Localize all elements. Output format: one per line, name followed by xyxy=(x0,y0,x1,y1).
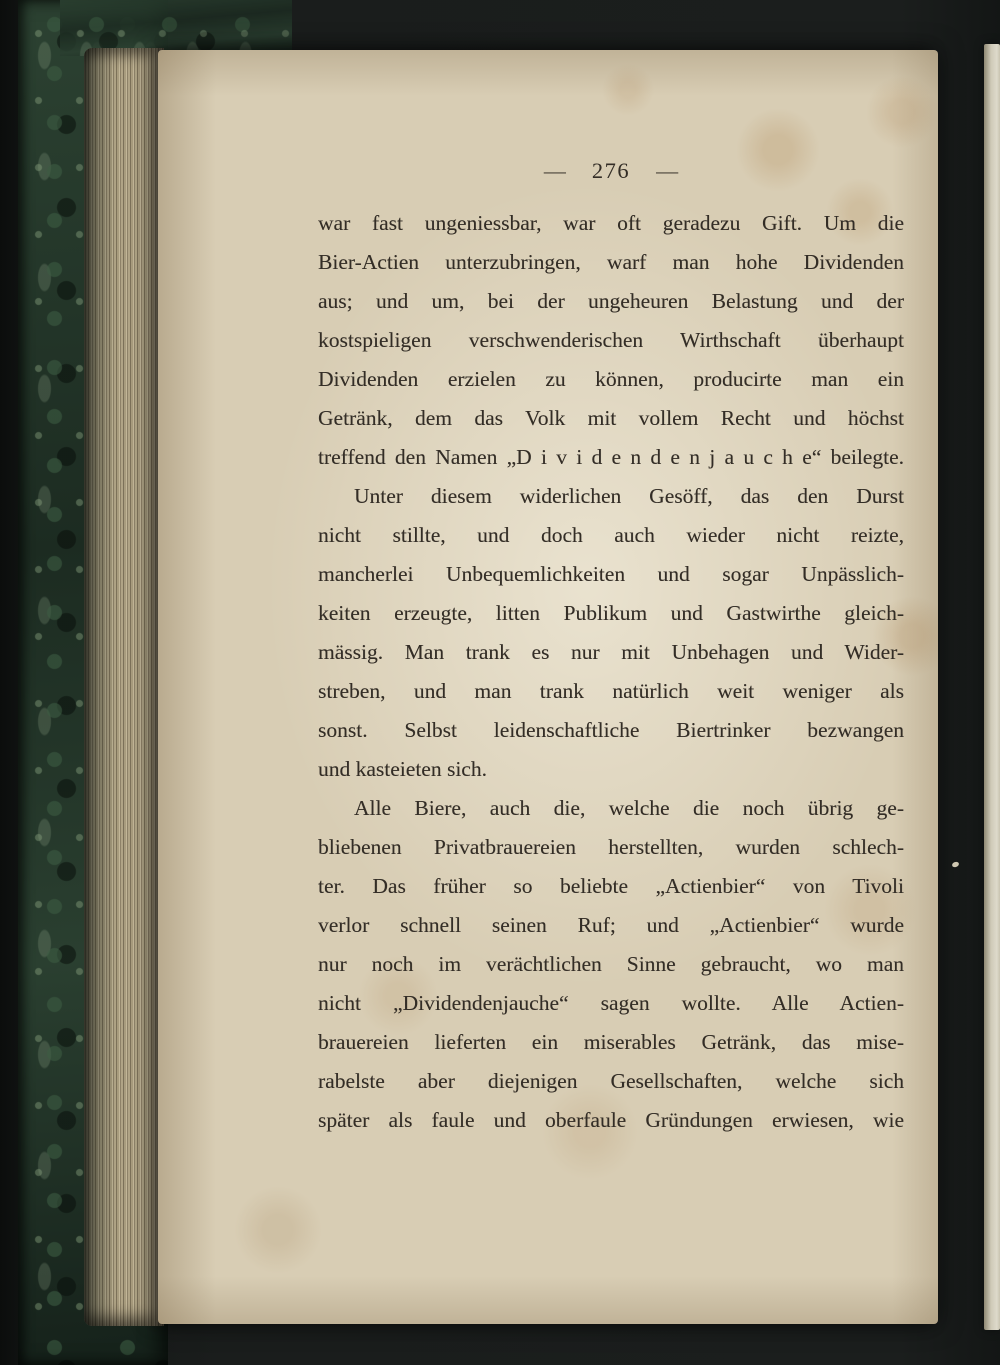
text-line: Getränk, dem das Volk mit vollem Recht und höchst xyxy=(318,406,904,430)
text-line: treffend den Namen „D i v i d e n d e n j a u c h e“ beilegte. xyxy=(318,445,904,469)
text-line: keiten erzeugte, litten Publikum und Gastwirthe gleich- xyxy=(318,601,904,625)
header-dash-left: — xyxy=(543,158,566,183)
body-text xyxy=(318,204,904,1140)
adjacent-page-fore-edge xyxy=(984,44,1000,1330)
text-line: verlor schnell seinen Ruf; und „Actienbier“ wurde xyxy=(318,913,904,937)
text-line: nicht „Dividendenjauche“ sagen wollte. Alle Actien- xyxy=(318,991,904,1015)
book-page xyxy=(158,50,938,1324)
text-line: bliebenen Privatbrauereien herstellten, wurden schlech- xyxy=(318,835,904,859)
page-stack-edges xyxy=(84,48,164,1326)
text-line: Alle Biere, auch die, welche die noch übrig ge- xyxy=(354,796,904,820)
text-line: nur noch im verächtlichen Sinne gebraucht, wo man xyxy=(318,952,904,976)
text-line: Bier-Actien unterzubringen, warf man hohe Dividenden xyxy=(318,250,904,274)
text-line: später als faule und oberfaule Gründungen erwiesen, wie xyxy=(318,1108,904,1132)
text-line: ter. Das früher so beliebte „Actienbier“ von Tivoli xyxy=(318,874,904,898)
text-line: mancherlei Unbequemlichkeiten und sogar Unpässlich- xyxy=(318,562,904,586)
text-line: Dividenden erzielen zu können, producirte man ein xyxy=(318,367,904,391)
text-line: kostspieligen verschwenderischen Wirthschaft überhaupt xyxy=(318,328,904,352)
text-line: rabelste aber diejenigen Gesellschaften, welche sich xyxy=(318,1069,904,1093)
text-line: und kasteieten sich. xyxy=(318,757,487,781)
text-line: brauereien lieferten ein miserables Getränk, das mise- xyxy=(318,1030,904,1054)
page-content xyxy=(158,50,938,1140)
text-line: Unter diesem widerlichen Gesöff, das den Durst xyxy=(354,484,904,508)
dust-speck xyxy=(951,861,959,868)
text-line: mässig. Man trank es nur mit Unbehagen und Wider- xyxy=(318,640,904,664)
text-line: nicht stillte, und doch auch wieder nicht reizte, xyxy=(318,523,904,547)
text-line: streben, und man trank natürlich weit weniger als xyxy=(318,679,904,703)
text-line: war fast ungeniessbar, war oft geradezu Gift. Um die xyxy=(318,211,904,235)
page-number: 276 xyxy=(591,158,631,183)
text-line: sonst. Selbst leidenschaftliche Biertrinker bezwangen xyxy=(318,718,904,742)
page-header xyxy=(318,156,904,186)
header-dash-right: — xyxy=(656,158,679,183)
text-line: aus; und um, bei der ungeheuren Belastung und der xyxy=(318,289,904,313)
